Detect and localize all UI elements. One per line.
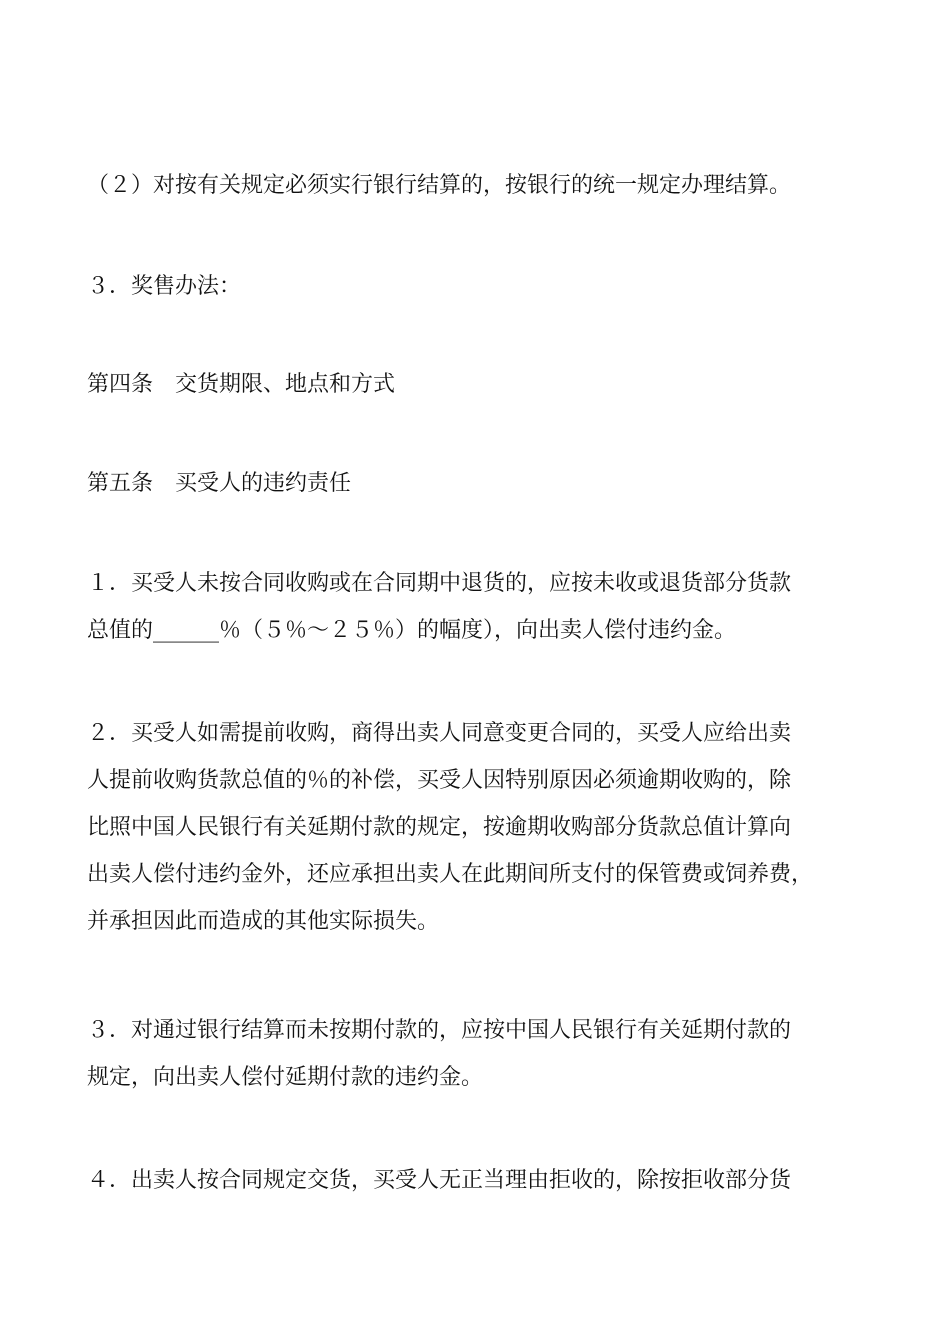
text-line: （２）对按有关规定必须实行银行结算的，按银行的统一规定办理结算。	[87, 173, 792, 198]
paragraph-clause-1	[87, 560, 887, 654]
text-line: 第五条 买受人的违约责任	[87, 471, 352, 496]
heading-article-5	[87, 460, 887, 507]
paragraph-bank-settlement	[87, 162, 887, 209]
text-line: 总值的______％（５％～２５％）的幅度），向出卖人偿付违约金。	[87, 618, 737, 643]
paragraph-clause-3	[87, 1007, 887, 1101]
paragraph-clause-2	[87, 710, 887, 945]
paragraph-reward-sales	[87, 263, 887, 310]
text-line: 规定，向出卖人偿付延期付款的违约金。	[87, 1065, 484, 1090]
text-line: １．买受人未按合同收购或在合同期中退货的，应按未收或退货部分货款	[87, 571, 792, 596]
text-line: 人提前收购货款总值的％的补偿，买受人因特别原因必须逾期收购的，除	[87, 768, 792, 793]
text-line: ３．奖售办法：	[87, 274, 242, 299]
text-line: 出卖人偿付违约金外，还应承担出卖人在此期间所支付的保管费或饲养费，	[87, 862, 814, 887]
text-line: ２．买受人如需提前收购，商得出卖人同意变更合同的，买受人应给出卖	[87, 721, 792, 746]
paragraph-clause-4	[87, 1157, 887, 1204]
text-line: 并承担因此而造成的其他实际损失。	[87, 909, 440, 934]
heading-article-4	[87, 361, 887, 408]
text-line: ３．对通过银行结算而未按期付款的，应按中国人民银行有关延期付款的	[87, 1018, 792, 1043]
text-line: 第四条 交货期限、地点和方式	[87, 372, 396, 397]
text-line: ４．出卖人按合同规定交货，买受人无正当理由拒收的，除按拒收部分货	[87, 1168, 792, 1193]
text-line: 比照中国人民银行有关延期付款的规定，按逾期收购部分货款总值计算向	[87, 815, 792, 840]
